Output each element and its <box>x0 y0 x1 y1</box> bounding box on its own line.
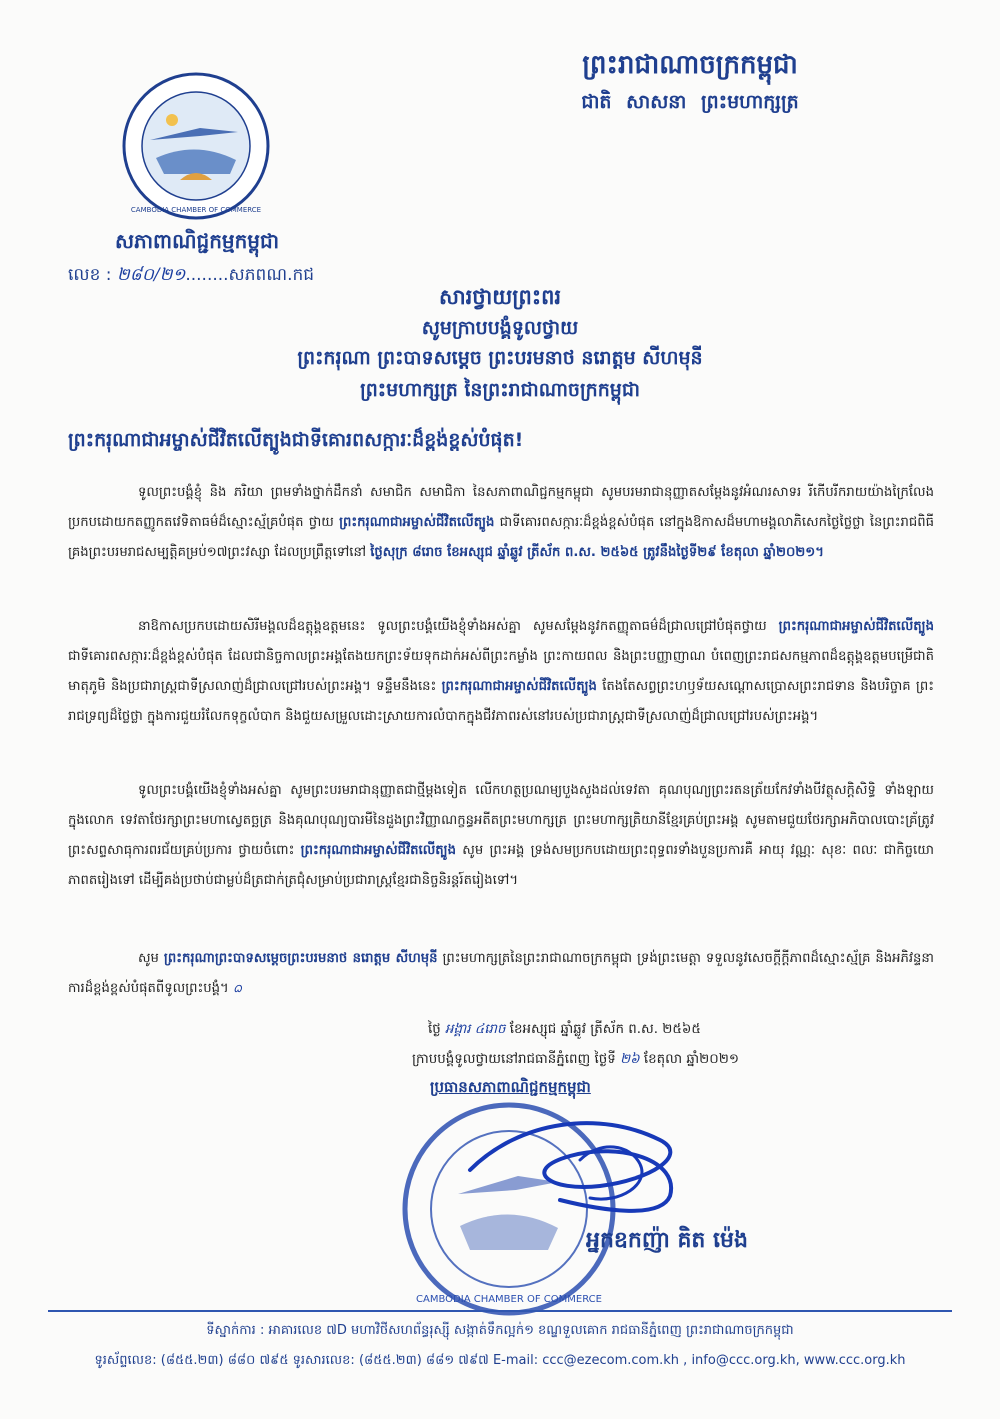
paragraph-4-bold: ព្រះករុណាព្រះបាទសម្ដេចព្រះបរមនាថ នរោត្តម សីហមុនី <box>163 951 438 966</box>
lunar-date-line <box>428 1020 701 1040</box>
president-title: ប្រធានសភាពាណិជ្ជកម្មកម្ពុជា <box>430 1078 591 1096</box>
addressee-title: ព្រះមហាក្សត្រ នៃព្រះរាជាណាចក្រកម្ពុជា <box>360 379 640 401</box>
reference-suffix: ........សភពណ.កជ <box>185 265 315 285</box>
reference-year-handwritten: ២១ <box>159 265 186 285</box>
footer-contact: ទូរស័ព្ទលេខ: (៨៥៥.២៣) ៨៨០ ៧៩៥ ទូរសារលេខ: (៨៥៥.២៣) ៨៨១ ៧៩៧ E-mail: ccc@ezecom.com.kh , info@ccc.org.kh, www.ccc.org.kh <box>94 1353 906 1368</box>
chamber-logo <box>120 70 272 222</box>
addressee-name: ព្រះករុណា ព្រះបាទសម្តេច ព្រះបរមនាថ នរោត្តម សីហមុនី <box>297 347 703 369</box>
paragraph-2-bold-2: ព្រះករុណាជាអម្ចាស់ជីវិតលើត្បូង <box>441 679 597 694</box>
date-prefix: ថ្ងៃ <box>428 1022 441 1037</box>
paragraph-1 <box>68 478 934 568</box>
paragraph-1-text: ទូលព្រះបង្គំខ្ញុំ និង ភរិយា ព្រមទាំងថ្នាក់ដឹកនាំ សមាជិក សមាជិកា នៃសភាពាណិជ្ជកម្មកម្ពុជា សូមបរមរាជានុញ្ញាតសម្ដែងនូវអំណរសាទរ រីកើបរីករាយយ៉ាងក្រៃលែង ប្រកបដោយកតញ្ញូកតវេទិតាធម៌ដ៏ស្មោះស្ម័គ្របំផុត ថ្វាយ <box>68 485 934 530</box>
paragraph-3-bold: ព្រះករុណាជាអម្ចាស់ជីវិតលើត្បូង <box>300 843 456 858</box>
organization-name: សភាពាណិជ្ជកម្មកម្ពុជា <box>114 229 280 253</box>
salutation: ព្រះករុណាជាអម្ចាស់ជីវិតលើត្បូងជាទីគោរពសក្ការៈដ៏ខ្ពង់ខ្ពស់បំផុត! <box>68 429 524 451</box>
signer-name: អ្នកឧកញ៉ា គិត ម៉េង <box>586 1228 748 1253</box>
paragraph-2-bold: ព្រះករុណាជាអម្ចាស់ជីវិតលើត្បូង <box>778 619 934 634</box>
handwritten-mark: ᨵ <box>232 981 243 996</box>
paragraph-2-rest: ជាទីគោរពសក្ការៈដ៏ខ្ពង់ខ្ពស់បំផុត ដែលជានិច្ចកាលព្រះអង្គតែងយកព្រះទ័យទុកដាក់អស់ពីព្រះកម្លាំង ព្រះកាយពល និងព្រះបញ្ញាញាណ បំពេញព្រះរាជសកម្មភាពដ៏ឧត្ដុង្គឧត្ដមបម្រើជាតិមាតុភូមិ និងប្រជារាស្ត្រជាទីស្រលាញ់ដ៏ជ្រាលជ្រៅរបស់ព្រះអង្គ។ ទន្ទឹមនឹងនេះ <box>68 649 934 694</box>
paragraph-3 <box>68 776 934 896</box>
paragraph-1-bold: ព្រះករុណាជាអម្ចាស់ជីវិតលើត្បូង <box>339 515 495 530</box>
paragraph-4-rest: ព្រះមហាក្សត្រនៃព្រះរាជាណាចក្រកម្ពុជា ទ្រង់ព្រះមេត្តា ទទួលនូវសេចក្ដីក្ដីភាពដ៏ស្មោះស្ម័គ្រ និងអភិវន្ទនាការដ៏ខ្ពង់ខ្ពស់បំផុតពីទូលព្រះបង្គំ។ <box>68 951 934 996</box>
footer-address: ទីស្នាក់ការ : អាគារលេខ ៧D មហាវិថីសហព័ន្ធរុស្ស៊ី សង្កាត់ទឹកល្អក់១ ខណ្ឌទួលគោក រាជធានីភ្នំពេញ ព្រះរាជាណាចក្រកម្ពុជា <box>206 1323 794 1338</box>
letter-subtitle: សូមក្រាបបង្គំទូលថ្វាយ <box>421 317 579 339</box>
paragraph-3-text: ទូលព្រះបង្គំយើងខ្ញុំទាំងអស់គ្នា សូមព្រះបរមរាជានុញ្ញាតជាថ្មីម្ដងទៀត លើកហត្ថប្រណម្យបួងសួងដល់ទេវតា គុណបុណ្យព្រះរតនត្រ័យកែវទាំងបីវត្ថុសក្ដិសិទ្ធិ ទាំងឡាយ ក្នុងលោក ទេវតាថែរក្សាព្រះមហាស្វេតច្ឆត្រ និងគុណបុណ្យបារមីនៃដួងព្រះវិញ្ញាណក្ខន្ធអតីតព្រះមហាក្សត្រ ព្រះមហាក្សត្រិយានីខ្មែរគ្រប់ព្រះអង្គ សូមតាមជួយថែរក្សាអភិបាលបោះគ្រ័ត្រូវ ព្រះសព្ទសាធុការពរជ័យគ្រប់ប្រការ ថ្វាយចំពោះ <box>68 783 934 858</box>
paragraph-2-rest-2: តែងតែសព្វព្រះហឫទ័យសណ្ដោសប្រោសព្រះរាជទាន និងបរិច្ចាគ ព្រះរាជទ្រព្យដ៏ថ្លៃថ្លា ក្នុងការជួយរំលែកទុក្ខលំបាក និងជួយសម្រួលដោះស្រាយការលំបាកក្នុងជីវភាពរស់នៅរបស់ប្រជារាស្ត្រជាទីស្រលាញ់ដ៏ជ្រាលជ្រៅរបស់ព្រះអង្គ។ <box>68 679 934 724</box>
paragraph-1-rest: ជាទីគោរពសក្ការៈដ៏ខ្ពង់ខ្ពស់បំផុត នៅក្នុងឱកាសដ៏មហាមង្គលាភិសេកថ្ងៃថ្លៃថ្លា នៃព្រះរាជពិធីគ្រងព្រះបរមរាជសម្បត្តិគម្រប់១៧ព្រះវស្សា ដែលប្រព្រឹត្តទៅនៅ <box>68 515 934 560</box>
place-day-handwritten: ២៦ <box>620 1052 640 1067</box>
paragraph-1-date: ថ្ងៃសុក្រ ៨រោច ខែអស្សុជ ឆ្នាំឆ្លូវ ត្រីស័ក ព.ស. ២៥៦៥ ត្រូវនឹងថ្ងៃទី២៩ ខែតុលា ឆ្នាំ២០២១។ <box>370 545 824 560</box>
logo-text: CAMBODIA CHAMBER OF COMMERCE <box>130 206 262 214</box>
footer-divider <box>48 1310 952 1312</box>
stamp-text: CAMBODIA CHAMBER OF COMMERCE <box>416 1294 602 1305</box>
reference-number-handwritten: ២៨០/ <box>116 265 160 285</box>
paragraph-4-lead: សូម <box>138 951 159 966</box>
place-prefix: ក្រាបបង្គំទូលថ្វាយនៅរាជធានីភ្នំពេញ ថ្ងៃទី <box>412 1052 616 1067</box>
paragraph-2-text: នាឱកាសប្រកបដោយសិរីមង្គលដ៏ឧត្ដុង្គឧត្ដមនេះ ទូលព្រះបង្គំយើងខ្ញុំទាំងអស់គ្នា សូមសម្ដែងនូវកតញ្ញុតាធម៌ដ៏ជ្រាលជ្រៅបំផុតថ្វាយ <box>138 619 767 634</box>
signature <box>430 1100 710 1240</box>
date-lunar-handwritten: អង្គារ ៤រោច <box>445 1022 506 1037</box>
place-suffix: ខែតុលា ឆ្នាំ២០២១ <box>643 1052 740 1067</box>
paragraph-4 <box>68 944 934 1004</box>
kingdom-heading: ព្រះរាជាណាចក្រកម្ពុជា <box>582 50 798 80</box>
date-month: ខែអស្សុជ ឆ្នាំឆ្លូវ ត្រីស័ក ព.ស. ២៥៦៥ <box>509 1022 701 1037</box>
reference-prefix: លេខ : <box>68 265 112 285</box>
paragraph-3-rest: សូម ព្រះអង្គ ទ្រង់សមប្រកបដោយព្រះពុទ្ធពរទាំងបួនប្រការគឺ អាយុ វណ្ណៈ សុខៈ ពលៈ ជាកិច្ចយោភាពតរៀងទៅ ដើម្បីគង់ប្រថាប់ជាម្លប់ដ៏ត្រជាក់ត្រជុំសម្រាប់ប្រជារាស្ត្រខ្មែរជានិច្ចនិរន្តរ៍តរៀងទៅ។ <box>68 843 934 888</box>
letter-title: សារថ្វាយព្រះពរ <box>438 285 562 309</box>
national-motto: ជាតិ សាសនា ព្រះមហាក្សត្រ <box>581 91 799 113</box>
place-date-line <box>412 1050 739 1070</box>
paragraph-2 <box>68 612 934 732</box>
